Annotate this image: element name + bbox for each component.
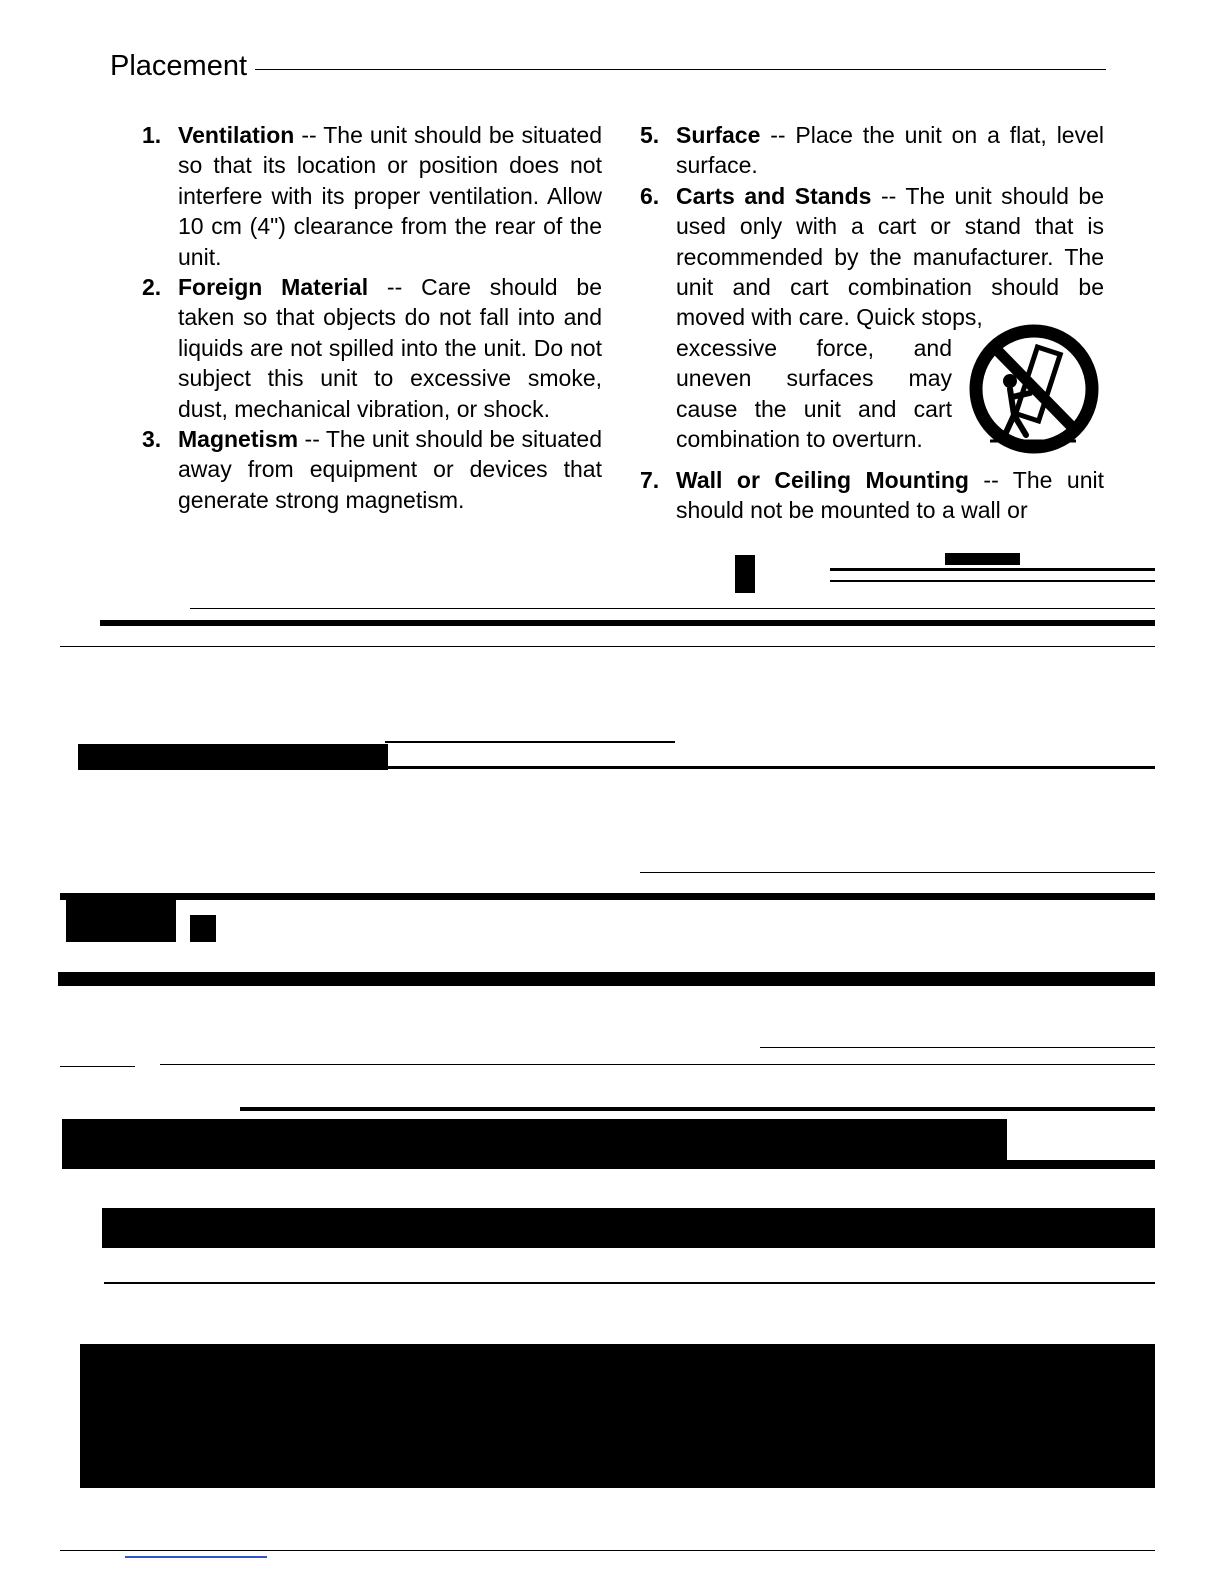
item-number: 2. bbox=[142, 274, 162, 301]
list-item-ventilation bbox=[142, 120, 602, 272]
scan-artifact bbox=[58, 972, 1155, 986]
item-number: 3. bbox=[142, 426, 162, 453]
scan-artifact bbox=[385, 766, 1155, 769]
section-title: Placement bbox=[110, 50, 248, 82]
item-title: Carts and Stands bbox=[676, 182, 872, 209]
item-text: -- Place the unit on a flat, level surface. bbox=[676, 122, 1104, 179]
scan-artifact bbox=[100, 620, 1155, 626]
item-body bbox=[178, 424, 602, 515]
scan-artifact bbox=[1005, 1160, 1155, 1169]
item-title: Magnetism bbox=[178, 426, 299, 453]
list-item-surface bbox=[640, 120, 1104, 181]
scan-artifact bbox=[830, 580, 1155, 582]
cart-wrap bbox=[676, 333, 1104, 459]
item-title: Foreign Material bbox=[178, 274, 369, 301]
list-item-carts-and-stands bbox=[640, 181, 1104, 459]
scan-artifact bbox=[125, 1556, 267, 1558]
scan-artifact bbox=[66, 900, 176, 942]
scan-artifact bbox=[640, 872, 1155, 873]
item-title: Wall or Ceiling Mounting bbox=[676, 466, 969, 493]
item-number: 5. bbox=[640, 122, 660, 148]
item-body bbox=[676, 120, 1104, 181]
scan-artifact bbox=[190, 915, 216, 942]
item-body bbox=[676, 181, 1104, 459]
cart-tip-over-warning-icon bbox=[964, 319, 1104, 459]
scan-artifact bbox=[60, 893, 1155, 900]
scan-artifact bbox=[78, 744, 388, 770]
heading-rule bbox=[255, 69, 1106, 71]
item-number: 7. bbox=[640, 466, 660, 493]
item-text: -- The unit should be situated away from equipment or devices that generate strong magnetism. bbox=[178, 426, 603, 513]
scan-artifact bbox=[60, 646, 1155, 647]
scan-artifact bbox=[60, 1550, 1155, 1551]
item-body bbox=[676, 465, 1104, 526]
item-number: 6. bbox=[640, 182, 660, 209]
item-text: -- The unit should be used only with a cart or stand that is recommended by the manufacturer. The unit and cart combination should be moved with care. Quick stops, bbox=[676, 182, 1104, 331]
list-item-foreign-material bbox=[142, 272, 602, 424]
scan-artifact bbox=[385, 741, 675, 743]
section-heading bbox=[110, 52, 1106, 81]
item-text: -- The unit should not be mounted to a wall or bbox=[676, 466, 1104, 524]
scan-artifact bbox=[830, 568, 1155, 571]
item-text: -- The unit should be situated so that its location or position does not interfere with its proper ventilation. Allow 10 cm (4") clearance from the rear of the unit. bbox=[178, 122, 602, 270]
item-text: -- Care should be taken so that objects do not fall into and liquids are not spilled into the unit. Do not subject this unit to excessive smoke, dust, mechanical vibration, or shock. bbox=[178, 274, 602, 422]
scan-artifact bbox=[240, 1107, 1155, 1111]
left-column bbox=[142, 120, 602, 515]
scan-artifact bbox=[945, 553, 1020, 565]
scan-artifact bbox=[102, 1208, 1155, 1248]
scan-artifact bbox=[760, 1047, 1155, 1048]
right-column bbox=[640, 120, 1104, 526]
scan-artifact bbox=[80, 1344, 1155, 1488]
list-item-magnetism bbox=[142, 424, 602, 515]
item-title: Surface bbox=[676, 122, 761, 148]
item-body bbox=[178, 120, 602, 272]
item-body bbox=[178, 272, 602, 424]
item-number: 1. bbox=[142, 122, 162, 148]
item-text-wrapped: excessive force, and uneven surfaces may cause the unit and cart combination to overturn. bbox=[676, 334, 952, 453]
scan-artifact bbox=[160, 1064, 1155, 1065]
scan-artifact bbox=[60, 1066, 135, 1067]
scan-artifact bbox=[735, 555, 755, 593]
scan-artifact bbox=[62, 1119, 1007, 1169]
scan-artifact bbox=[190, 608, 1155, 609]
item-title: Ventilation bbox=[178, 122, 295, 148]
list-item-wall-mounting bbox=[640, 465, 1104, 526]
scan-artifact bbox=[104, 1282, 1155, 1284]
